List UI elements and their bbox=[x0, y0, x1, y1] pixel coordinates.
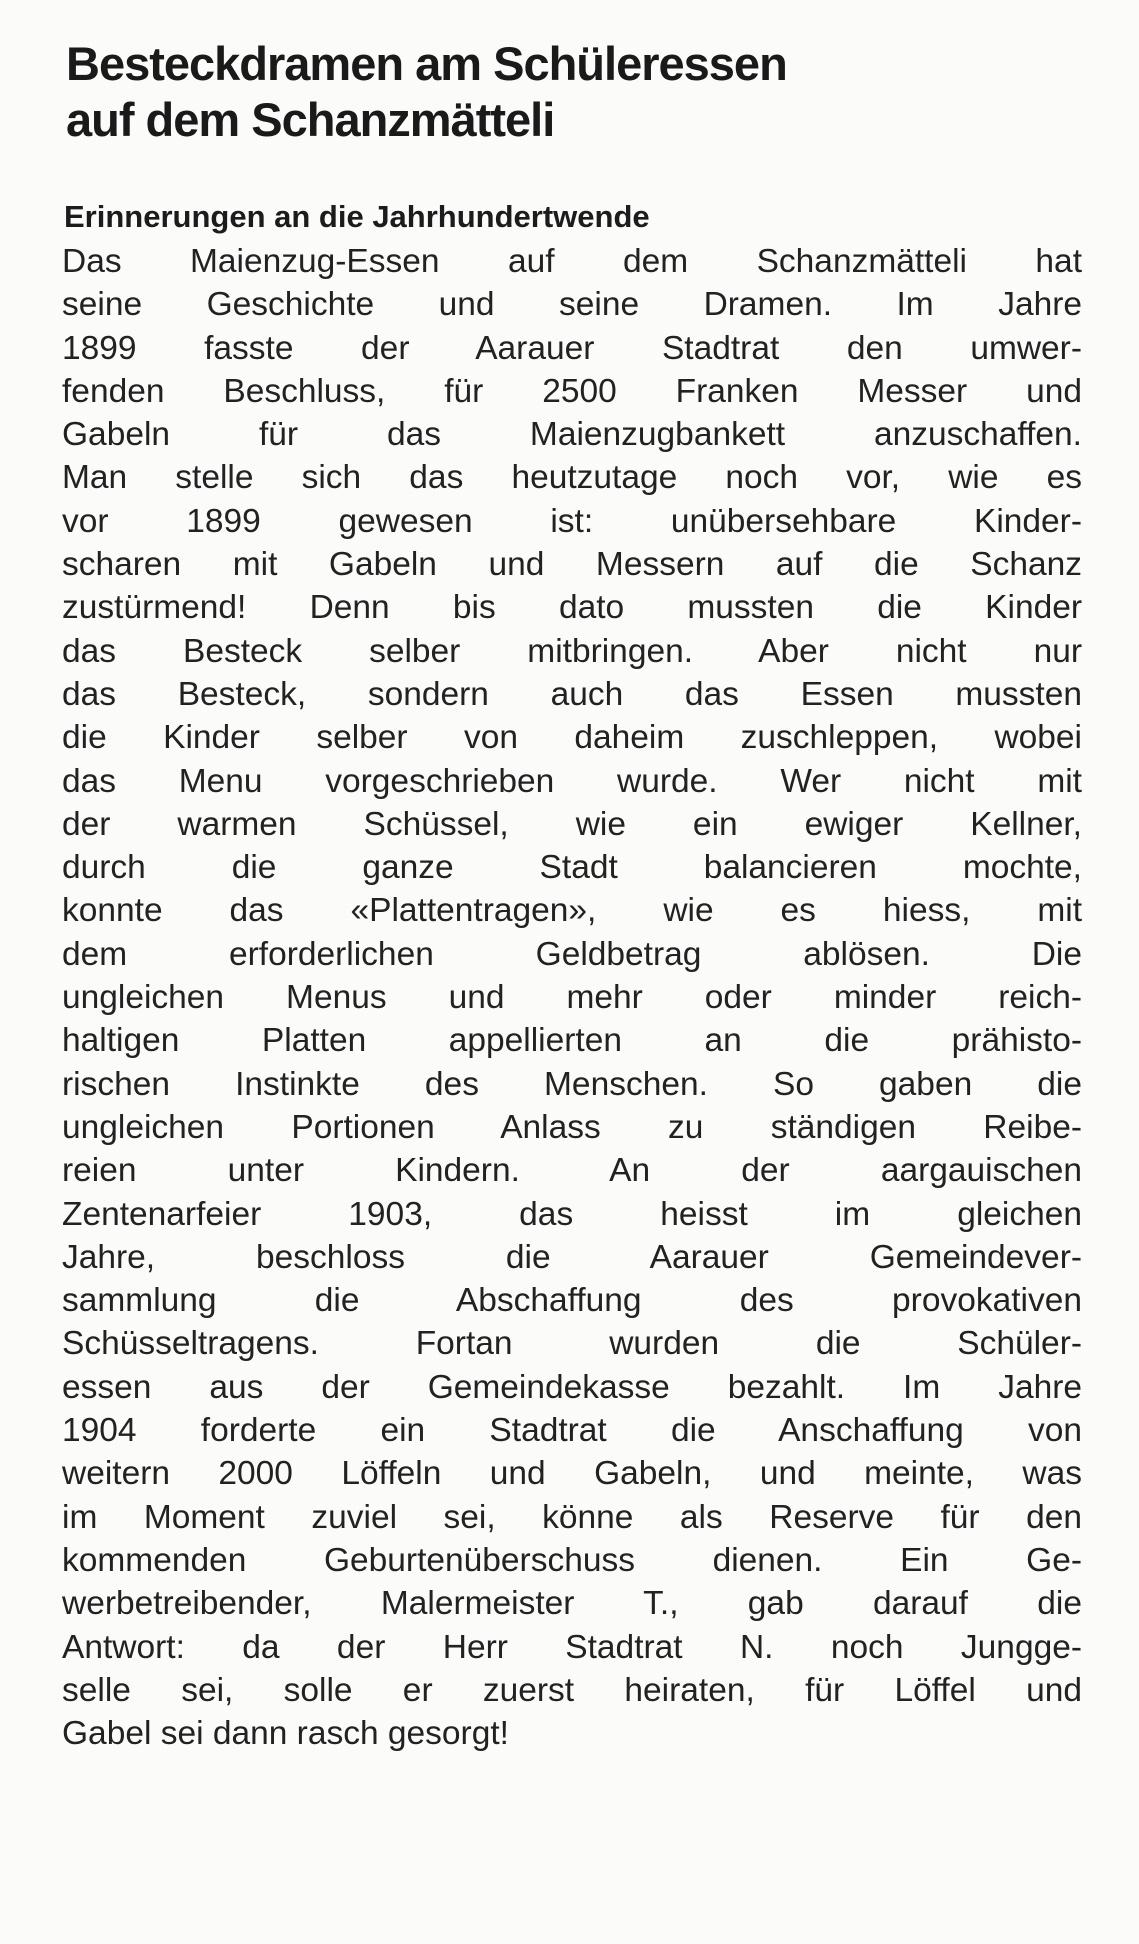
article-subheadline: Erinnerungen an die Jahrhundertwende bbox=[64, 199, 650, 234]
body-line: die Kinder selber von daheim zuschleppen, wobei bbox=[62, 719, 1082, 757]
body-line: das Besteck, sondern auch das Essen mussten bbox=[62, 675, 1082, 713]
body-line: der warmen Schüssel, wie ein ewiger Kellner, bbox=[62, 805, 1082, 843]
body-line: das Menu vorgeschrieben wurde. Wer nicht mit bbox=[62, 762, 1082, 800]
body-line: Man stelle sich das heutzutage noch vor, wie es bbox=[62, 459, 1082, 497]
body-line: Gabeln für das Maienzugbankett anzuschaffen. bbox=[62, 416, 1082, 454]
body-line: ungleichen Portionen Anlass zu ständigen Reibe- bbox=[62, 1108, 1082, 1146]
body-line: selle sei, solle er zuerst heiraten, für Löffel und bbox=[62, 1671, 1082, 1709]
body-line: haltigen Platten appellierten an die prähisto- bbox=[62, 1022, 1082, 1060]
body-line: Jahre, beschloss die Aarauer Gemeindever- bbox=[62, 1238, 1082, 1276]
body-line: essen aus der Gemeindekasse bezahlt. Im Jahre bbox=[62, 1368, 1082, 1406]
body-line: im Moment zuviel sei, könne als Reserve für den bbox=[62, 1498, 1082, 1536]
body-line: Schüsseltragens. Fortan wurden die Schüler- bbox=[62, 1325, 1082, 1363]
body-line: vor 1899 gewesen ist: unübersehbare Kinder- bbox=[62, 502, 1082, 540]
body-line: Das Maienzug-Essen auf dem Schanzmätteli hat bbox=[62, 243, 1082, 280]
body-line: kommenden Geburtenüberschuss dienen. Ein Ge- bbox=[62, 1541, 1082, 1579]
article-headline bbox=[66, 36, 1076, 148]
body-line: weitern 2000 Löffeln und Gabeln, und meinte, was bbox=[62, 1455, 1082, 1493]
body-line: das Besteck selber mitbringen. Aber nicht nur bbox=[62, 632, 1082, 670]
body-line: 1899 fasste der Aarauer Stadtrat den umwer- bbox=[62, 329, 1082, 367]
headline-line: auf dem Schanzmätteli bbox=[66, 93, 555, 146]
body-line: Zentenarfeier 1903, das heisst im gleichen bbox=[62, 1195, 1082, 1233]
body-line: konnte das «Plattentragen», wie es hiess, mit bbox=[62, 892, 1082, 930]
headline-line: Besteckdramen am Schüleressen bbox=[66, 37, 787, 90]
body-line: dem erforderlichen Geldbetrag ablösen. Die bbox=[62, 935, 1082, 973]
body-line: scharen mit Gabeln und Messern auf die Schanz bbox=[62, 546, 1082, 584]
body-line: sammlung die Abschaffung des provokativen bbox=[62, 1282, 1082, 1320]
article-body bbox=[62, 240, 1082, 1755]
body-line: rischen Instinkte des Menschen. So gaben die bbox=[62, 1065, 1082, 1103]
body-line: zustürmend! Denn bis dato mussten die Kinder bbox=[62, 589, 1082, 627]
body-line: werbetreibender, Malermeister T., gab darauf die bbox=[62, 1585, 1082, 1623]
body-line: 1904 forderte ein Stadtrat die Anschaffung von bbox=[62, 1412, 1082, 1450]
body-line: Gabel sei dann rasch gesorgt! bbox=[62, 1715, 509, 1753]
body-line: reien unter Kindern. An der aargauischen bbox=[62, 1152, 1082, 1190]
body-line: Antwort: da der Herr Stadtrat N. noch Jungge- bbox=[62, 1628, 1082, 1666]
body-line: ungleichen Menus und mehr oder minder reich- bbox=[62, 979, 1082, 1017]
body-line: fenden Beschluss, für 2500 Franken Messer und bbox=[62, 372, 1082, 410]
body-line: durch die ganze Stadt balancieren mochte, bbox=[62, 849, 1082, 887]
body-line: seine Geschichte und seine Dramen. Im Jahre bbox=[62, 286, 1082, 324]
